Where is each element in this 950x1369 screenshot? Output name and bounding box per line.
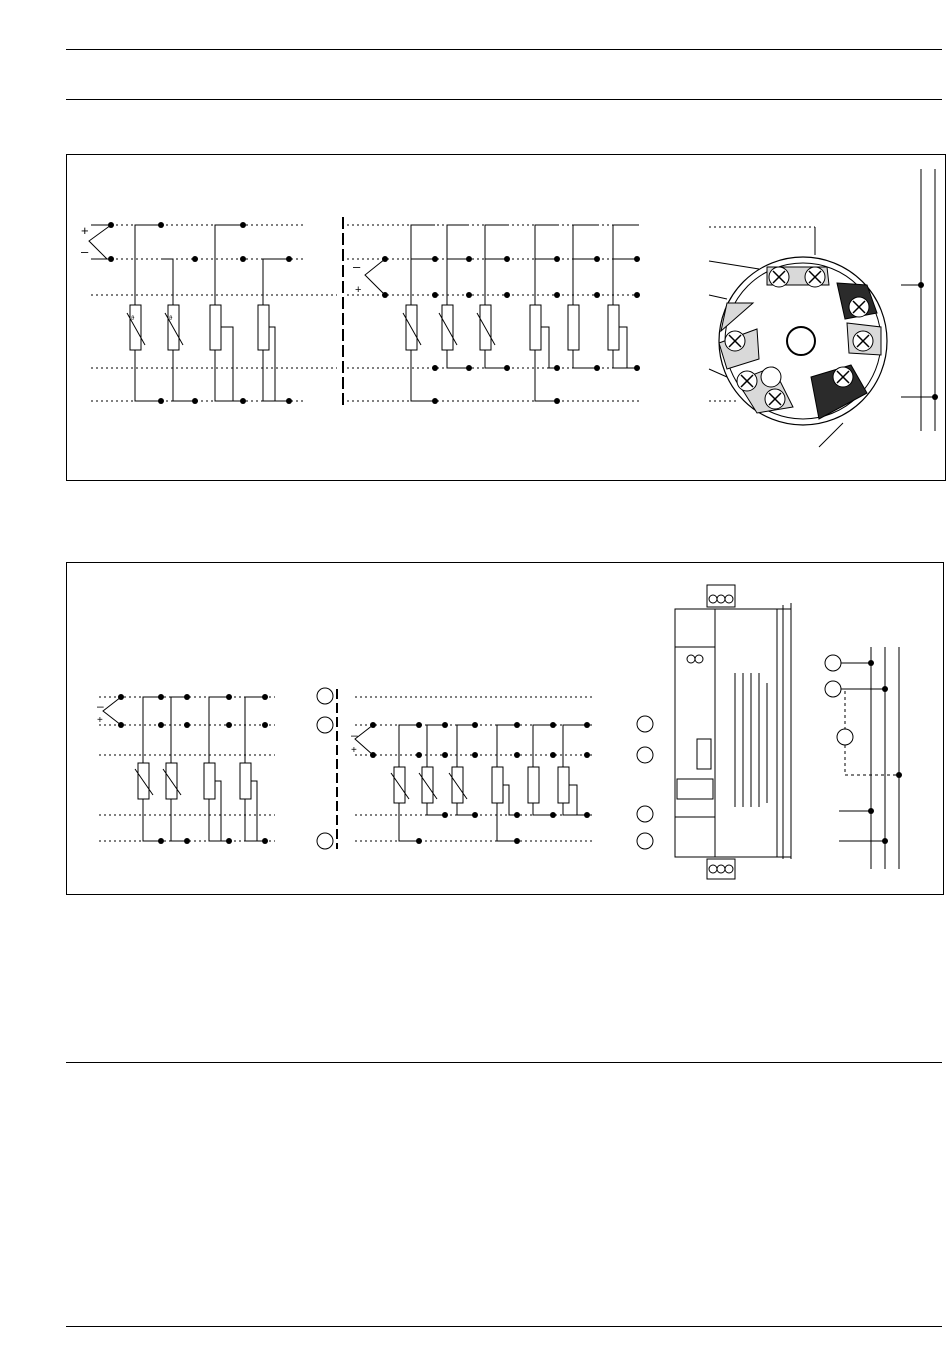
rtd-symbol: ϑ <box>131 316 135 322</box>
section-rule <box>66 1062 942 1063</box>
rtd-symbol: ϑ <box>169 316 173 322</box>
tc2-plus-sign: + <box>355 284 362 296</box>
header-rule-bottom <box>66 99 942 100</box>
figure-head-transmitter-panel <box>66 154 946 481</box>
head-transmitter-wiring-diagram <box>67 155 945 480</box>
din-tc1-minus-sign: – <box>97 699 104 713</box>
din-rail-wiring-diagram <box>67 563 943 894</box>
tc1-minus-sign: – <box>81 244 89 259</box>
din-tc2-plus-sign: + <box>351 745 357 756</box>
din-tc1-plus-sign: + <box>97 715 103 726</box>
tc1-plus-sign: + <box>81 223 89 238</box>
din-tc2-minus-sign: – <box>351 728 358 742</box>
footer-rule <box>66 1326 942 1327</box>
figure-din-rail-transmitter-panel <box>66 562 944 895</box>
header-rule-top <box>66 49 942 50</box>
tc2-minus-sign: – <box>353 259 361 274</box>
